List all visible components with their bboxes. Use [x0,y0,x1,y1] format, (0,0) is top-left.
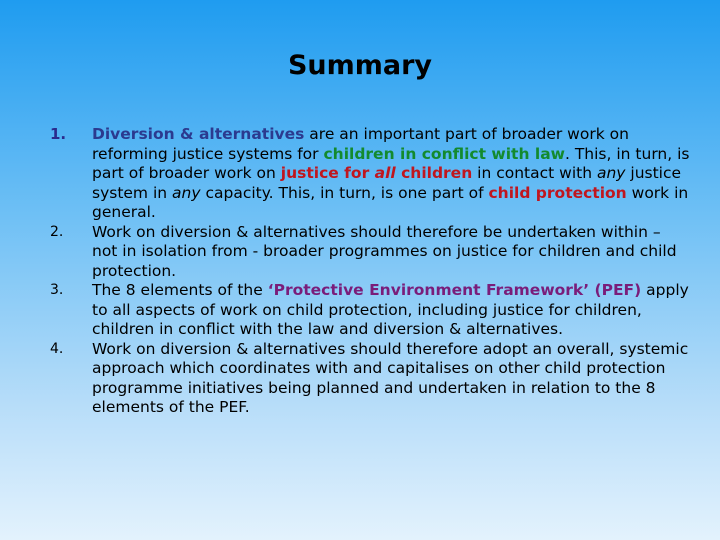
text-run: justice for [280,164,375,182]
text-run: are an important part of broader work on reforming justice systems for [92,125,629,163]
list-item-text [92,340,690,418]
text-run: child protection [488,183,627,202]
text-run: Work on diversion & alternatives should therefore be undertaken within – not in isolation from - broader programmes on justice for children and child protection. [92,222,677,280]
list-item [50,340,690,418]
list-item [50,281,690,340]
text-run: children [395,164,473,182]
list-item [50,125,690,223]
text-run: any [172,183,201,202]
summary-list [50,125,690,418]
text-run: any [596,164,626,182]
list-item [50,223,690,282]
text-run: justice system in [92,164,682,202]
text-run: children in conflict with law [323,144,565,163]
list-item-text [92,125,690,223]
text-run: work in general. [92,183,689,221]
text-run: apply to all aspects of work on child protection, including justice for children, children in conflict with the law and diversion & alternatives. [92,281,689,338]
text-run: Diversion & alternatives [92,125,305,143]
list-item-text [92,223,690,282]
text-run: Work on diversion & alternatives should therefore adopt an overall, systemic approach which coordinates with and capitalises on other child protection programme initiatives being planned and undertaken in relation to the 8 elements of the PEF. [92,339,689,416]
text-run: . This, in turn, is part of broader work on [92,144,690,182]
text-run: capacity. This, in turn, is one part of [200,183,489,202]
text-run: all [374,164,396,182]
text-run: ‘Protective Environment Framework’ (PEF) [267,281,642,299]
list-item-number: 3. [50,282,64,298]
text-run: The 8 elements of the [92,281,268,299]
list-item-text [92,281,690,340]
list-item-number: 4. [50,340,64,357]
list-item-number: 1. [50,125,67,143]
text-run: in contact with [472,164,597,182]
list-item-number: 2. [50,223,64,240]
page-title: Summary [287,50,433,81]
